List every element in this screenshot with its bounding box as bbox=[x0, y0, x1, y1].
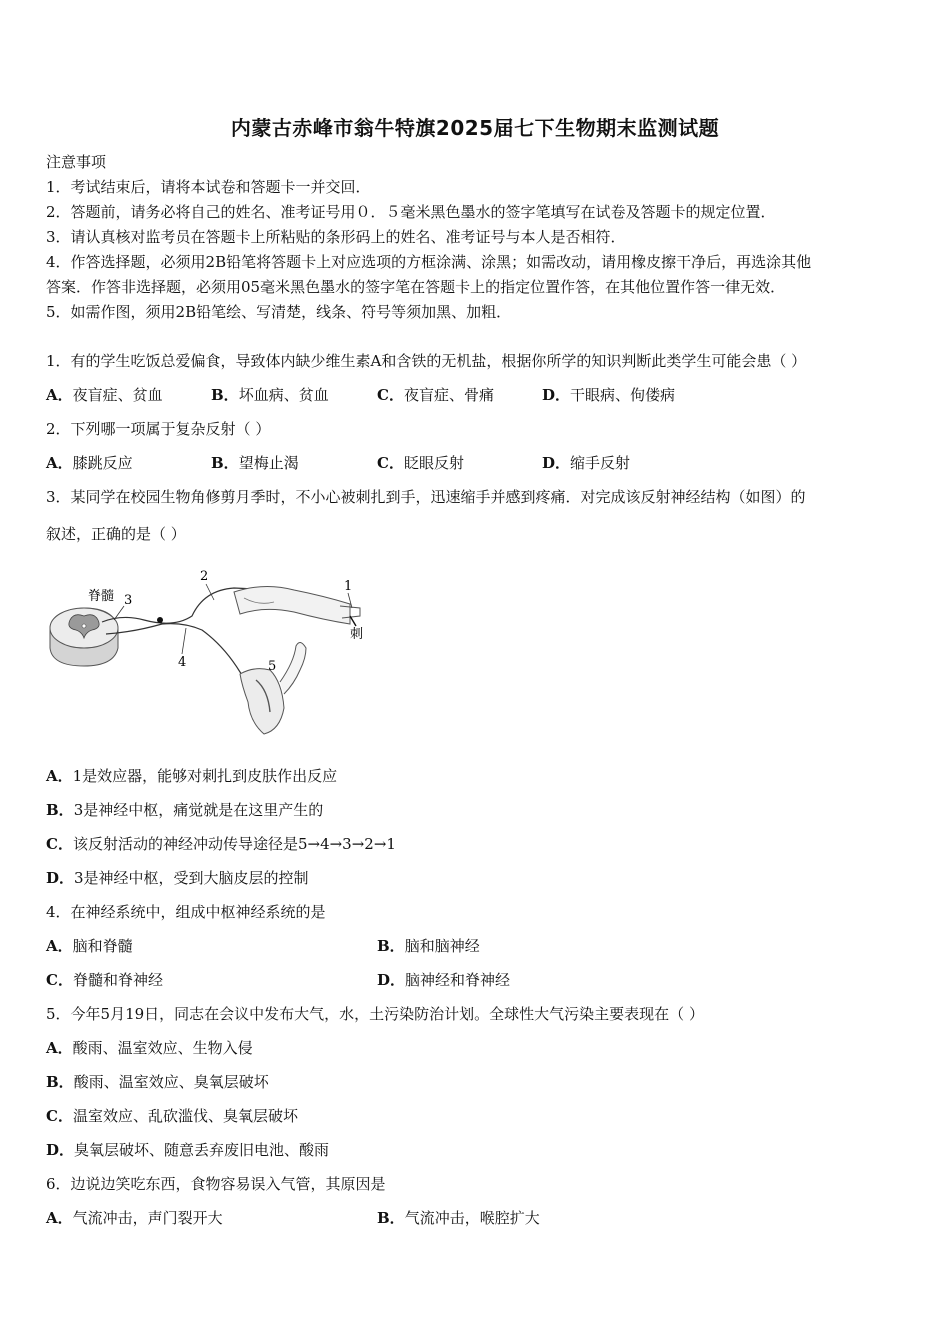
q4-option-d[interactable] bbox=[377, 969, 510, 991]
option-key: B． bbox=[46, 801, 74, 819]
q1-option-d[interactable] bbox=[542, 384, 675, 406]
option-text: 温室效应、乱砍滥伐、臭氧层破坏 bbox=[72, 1107, 298, 1125]
option-key: A． bbox=[46, 454, 73, 472]
option-text: 脑神经和脊神经 bbox=[405, 971, 511, 989]
q5-option-d[interactable] bbox=[46, 1139, 329, 1161]
option-text: 眨眼反射 bbox=[403, 454, 464, 472]
option-text: 膝跳反应 bbox=[72, 454, 133, 472]
option-text: 脑和脑神经 bbox=[404, 937, 480, 955]
q5-option-b[interactable] bbox=[46, 1071, 269, 1093]
label-4: 4 bbox=[178, 655, 187, 670]
option-key: D． bbox=[46, 1141, 75, 1159]
option-text: 夜盲症、骨痛 bbox=[403, 386, 494, 404]
notice-item: 3．请认真核对监考员在答题卡上所粘贴的条形码上的姓名、准考证号与本人是否相符． bbox=[46, 228, 626, 246]
option-key: B． bbox=[377, 937, 405, 955]
question-3-stem: 3．某同学在校园生物角修剪月季时，不小心被刺扎到手，迅速缩手并感到疼痛．对完成该反射神经结构（如图）的 bbox=[46, 488, 806, 506]
q3-option-b[interactable] bbox=[46, 799, 323, 821]
notice-item: 1．考试结束后，请将本试卷和答题卡一并交回． bbox=[46, 178, 371, 196]
spinal-cord-section bbox=[50, 608, 118, 666]
arm-lower bbox=[240, 669, 284, 734]
q4-option-b[interactable] bbox=[377, 935, 480, 957]
q6-option-a[interactable] bbox=[46, 1207, 223, 1229]
option-key: A． bbox=[46, 937, 73, 955]
thorn-icon bbox=[350, 616, 356, 626]
notice-item: 5．如需作图，须用2B铅笔绘、写清楚，线条、符号等须加黑、加粗． bbox=[46, 303, 512, 321]
option-key: C． bbox=[377, 454, 404, 472]
q5-option-c[interactable] bbox=[46, 1105, 298, 1127]
q3-option-a[interactable] bbox=[46, 765, 337, 787]
option-key: D． bbox=[542, 386, 571, 404]
arm-upper bbox=[234, 586, 350, 624]
option-text: 夜盲症、贫血 bbox=[72, 386, 163, 404]
option-key: B． bbox=[211, 386, 239, 404]
option-text: 该反射活动的神经冲动传导途径是5→4→3→2→1 bbox=[72, 835, 396, 853]
option-text: 坏血病、贫血 bbox=[238, 386, 329, 404]
q2-option-a[interactable] bbox=[46, 452, 133, 474]
label-2: 2 bbox=[200, 569, 209, 584]
option-text: 3是神经中枢，受到大脑皮层的控制 bbox=[74, 869, 309, 887]
option-key: A． bbox=[46, 386, 73, 404]
question-6-stem: 6．边说边笑吃东西，食物容易误入气管，其原因是 bbox=[46, 1175, 386, 1193]
page-title: 内蒙古赤峰市翁牛特旗2025届七下生物期末监测试题 bbox=[230, 116, 720, 140]
option-key: A． bbox=[46, 767, 73, 785]
label-spinal-cord: 脊髓 bbox=[88, 589, 115, 604]
q1-option-b[interactable] bbox=[211, 384, 329, 406]
option-key: C． bbox=[46, 835, 73, 853]
q2-option-d[interactable] bbox=[542, 452, 630, 474]
question-5-stem: 5．今年5月19日，同志在会议中发布大气，水，土污染防治计划。全球性大气污染主要表现在（ ） bbox=[46, 1005, 704, 1023]
option-text: 臭氧层破坏、随意丢弃废旧电池、酸雨 bbox=[74, 1141, 330, 1159]
q6-option-b[interactable] bbox=[377, 1207, 540, 1229]
option-text: 酸雨、温室效应、臭氧层破坏 bbox=[73, 1073, 269, 1091]
option-key: A． bbox=[46, 1209, 73, 1227]
q1-option-c[interactable] bbox=[377, 384, 494, 406]
option-key: D． bbox=[46, 869, 75, 887]
reflex-arc-diagram bbox=[44, 562, 374, 744]
q3-option-d[interactable] bbox=[46, 867, 309, 889]
label-3: 3 bbox=[124, 593, 133, 608]
option-key: A． bbox=[46, 1039, 73, 1057]
option-text: 3是神经中枢，痛觉就是在这里产生的 bbox=[73, 801, 324, 819]
option-key: C． bbox=[46, 971, 73, 989]
option-text: 气流冲击，喉腔扩大 bbox=[404, 1209, 540, 1227]
q2-option-b[interactable] bbox=[211, 452, 299, 474]
ganglion-dot bbox=[157, 617, 163, 623]
notice-heading: 注意事项 bbox=[46, 153, 107, 171]
question-4-stem: 4．在神经系统中，组成中枢神经系统的是 bbox=[46, 903, 326, 921]
q4-option-a[interactable] bbox=[46, 935, 133, 957]
option-text: 气流冲击，声门裂开大 bbox=[72, 1209, 223, 1227]
option-key: B． bbox=[46, 1073, 74, 1091]
option-text: 脑和脊髓 bbox=[72, 937, 133, 955]
option-text: 酸雨、温室效应、生物入侵 bbox=[72, 1039, 253, 1057]
option-key: B． bbox=[377, 1209, 405, 1227]
option-text: 1是效应器，能够对刺扎到皮肤作出反应 bbox=[72, 767, 338, 785]
question-3-stem-cont: 叙述，正确的是（ ） bbox=[46, 525, 186, 543]
label-thorn: 刺 bbox=[350, 627, 364, 642]
option-key: D． bbox=[377, 971, 406, 989]
notice-item: 2．答题前，请务必将自己的姓名、准考证号用０．５毫米黑色墨水的签字笔填写在试卷及答题卡的规定位置． bbox=[46, 203, 776, 221]
q1-option-a[interactable] bbox=[46, 384, 163, 406]
option-key: B． bbox=[211, 454, 239, 472]
question-1-stem: 1．有的学生吃饭总爱偏食，导致体内缺少维生素A和含铁的无机盐，根据你所学的知识判断此类学生可能会患（ ） bbox=[46, 352, 807, 370]
q2-option-c[interactable] bbox=[377, 452, 464, 474]
q4-option-c[interactable] bbox=[46, 969, 163, 991]
option-text: 干眼病、佝偻病 bbox=[570, 386, 676, 404]
notice-item: 答案．作答非选择题，必须用05毫米黑色墨水的签字笔在答题卡上的指定位置作答，在其他位置作答一律无效． bbox=[46, 278, 786, 296]
option-text: 脊髓和脊神经 bbox=[72, 971, 163, 989]
label-1: 1 bbox=[344, 579, 353, 594]
label-5: 5 bbox=[268, 659, 277, 674]
q5-option-a[interactable] bbox=[46, 1037, 253, 1059]
option-text: 缩手反射 bbox=[570, 454, 631, 472]
option-key: D． bbox=[542, 454, 571, 472]
q3-option-c[interactable] bbox=[46, 833, 396, 855]
notice-item: 4．作答选择题，必须用2B铅笔将答题卡上对应选项的方框涂满、涂黑；如需改动，请用橡皮擦干净后，再选涂其他 bbox=[46, 253, 812, 271]
option-key: C． bbox=[377, 386, 404, 404]
option-text: 望梅止渴 bbox=[238, 454, 299, 472]
hand-icon bbox=[280, 642, 306, 694]
option-key: C． bbox=[46, 1107, 73, 1125]
question-2-stem: 2．下列哪一项属于复杂反射（ ） bbox=[46, 420, 271, 438]
